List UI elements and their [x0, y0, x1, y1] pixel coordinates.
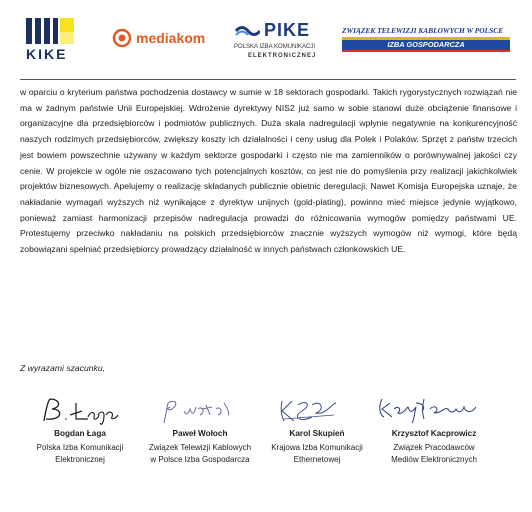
- mediakom-logo-text: mediakom: [136, 30, 206, 46]
- signatory-org-line2: Elektronicznej: [55, 455, 105, 464]
- signatory-name: Paweł Wołoch: [172, 429, 228, 438]
- signatory-org-line1: Związek Pracodawców: [393, 443, 475, 452]
- signatory-name: Krzysztof Kacprowicz: [391, 429, 477, 438]
- ztk-logo: [342, 26, 510, 56]
- header-divider: [20, 79, 516, 80]
- signatory-org-line1: Krajowa Izba Komunikacji: [271, 443, 363, 452]
- signature-karol-skupien: [278, 395, 338, 425]
- mediakom-mark-icon: [112, 28, 132, 48]
- signature-bogdan-laga: [36, 395, 128, 425]
- signatory-org-line2: Mediów Elektronicznych: [391, 455, 477, 464]
- pike-logo-text: PIKE: [264, 20, 311, 40]
- letterhead: [0, 0, 532, 78]
- signature-krzysztof-kacprowicz: [376, 395, 490, 425]
- signatory-org-line1: Związek Telewizji Kablowych: [148, 443, 252, 452]
- pike-logo-line1: POLSKA IZBA KOMUNIKACJI: [234, 44, 316, 50]
- ztk-logo-line1: ZWIĄZEK TELEWIZJI KABLOWYCH W POLSCE: [342, 26, 504, 35]
- body-paragraph: w oparciu o kryterium państwa pochodzenia dostawcy w sumie w 18 sektorach gospodarki. Takich rygorystycznych rozwiązań nie ma w żadnym państwie Unii Europejskiej. Wdrożenie dyrektywy NIS2 już samo w sobie stanowi duże obciążenie finansowe i organizacyjne dla przedsiębiorców i podmiotów publicznych. Duża skala nadregulacji wpłynie negatywnie na konkurencyjność naszych rodzimych przedsiębiorców, zwiększy koszty ich działalności i ceny usług dla Polek i Polaków. Sprzęt z państw trzecich jest bowiem powszechnie używany w każdym sektorze gospodarki i często nie ma zamienników o porównywalnej jakości czy cenie. W projekcie w ogóle nie oszacowano tych potencjalnych kosztów, co jest nie do pomyślenia przy realizacji jakichkolwiek projektów biznesowych. Apelujemy o realizację składanych publicznie obietnic deregulacji. Nawet Komisja Europejska uznaje, że nakładanie wymagań wyższych niż wynikające z dyrektyw unijnych (gold-plating), powinno mieć miejsce jedynie wyjątkowo, ponieważ zamiast harmonizacji przepisów nadregulacja prowadzi do różnicowania wymogów pomiędzy państwami UE. Protestujemy przeciwko nakładaniu na polskich przedsiębiorców znacznie wyższych wymogów niż wymogi, które będą zobowiązani spełniać przedsiębiorcy prowadzący działalność w innych państwach członkowskich UE.: [20, 87, 517, 255]
- signatory-org-line1: Polska Izba Komunikacji: [36, 443, 124, 452]
- pike-logo-line2: ELEKTRONICZNEJ: [248, 53, 317, 59]
- pike-wave-icon: [234, 24, 260, 38]
- closing-salutation: Z wyrazami szacunku,: [20, 363, 106, 373]
- signatory-name: Karol Skupień: [289, 429, 345, 438]
- signatory-name: Bogdan Łaga: [54, 429, 106, 438]
- letter-body: [20, 85, 517, 258]
- signature-pawel-woloch: [158, 395, 250, 425]
- signatory-org-line2: w Polsce Izba Gospodarcza: [150, 455, 250, 464]
- mediakom-logo: [112, 28, 222, 50]
- kike-logo-text: KIKE: [26, 46, 68, 62]
- pike-logo: [234, 22, 324, 66]
- ztk-logo-line2: IZBA GOSPODARCZA: [342, 40, 510, 50]
- kike-logo: [26, 18, 76, 62]
- signatory-org-line2: Ethernetowej: [293, 455, 341, 464]
